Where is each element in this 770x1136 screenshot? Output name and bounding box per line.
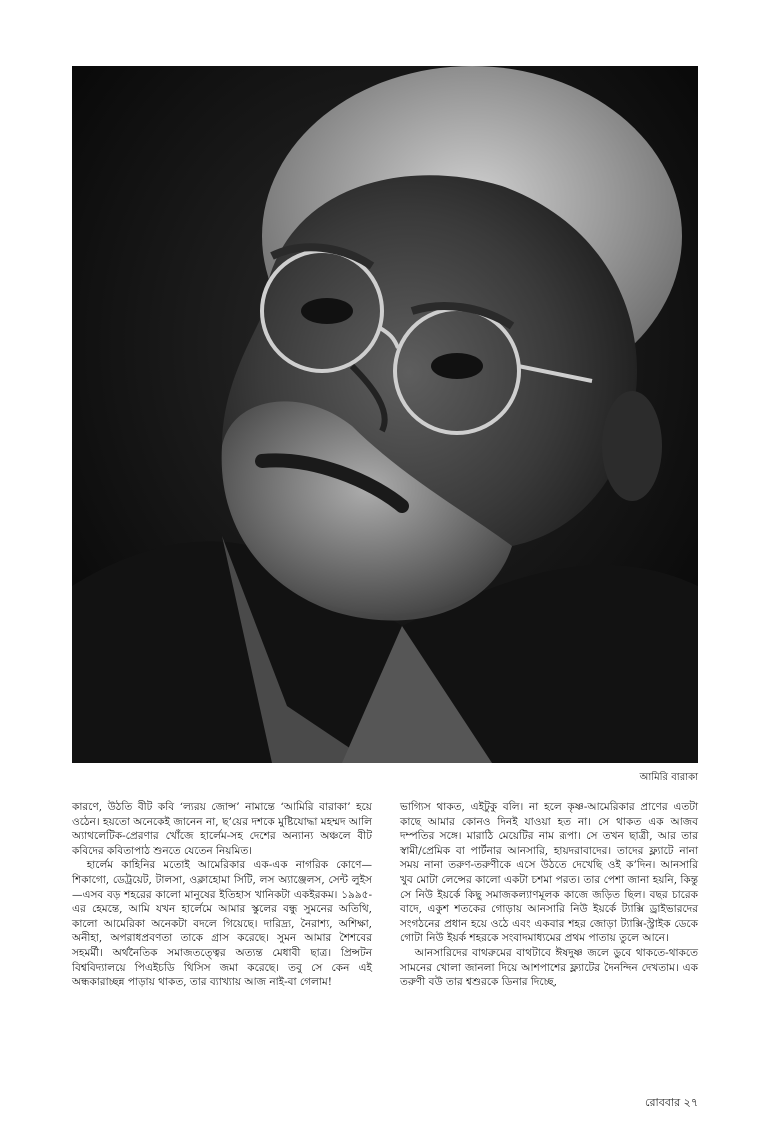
paragraph: আনসারিদের বাথরুমের বাথটাবে ঈষদুষ্ণ জলে ডুবে থাকতে-থাকতে সামনের খোলা জানলা দিয়ে আশপাশের ফ্ল্যাটের দৈনন্দিন দেখতাম। এক তরুণী বউ তার শ্বশুরকে ডিনার দিচ্ছে, xyxy=(400,946,698,989)
portrait-illustration xyxy=(72,66,698,763)
paragraph: কারণে, উঠতি বীট কবি ‘ল্যরয় জোন্স’ নামান্তে ‘আমিরি বারাকা’ হয়ে ওঠেন। হয়তো অনেকেই জানেন না, ছ’য়ের দশকে মুষ্টিযোদ্ধা মহম্মদ আলি অ্যাথলেটিক-প্রেরণার খোঁজে হার্লেম-সহ দেশের অন্যান্য অঞ্চলে বীট কবিদের কবিতাপাঠ শুনতে যেতেন নিয়মিত। xyxy=(72,801,372,857)
paragraph: হার্লেম কাহিনির মতোই আমেরিকার এক-এক নাগরিক কোণে—শিকাগো, ডেট্রয়েট, টালসা, ওক্লাহোমা সিটি, লস অ্যাঞ্জেলস, সেন্ট লুইস—এসব বড় শহরের কালো মানুষের ইতিহাস খানিকটা একইরকম। ১৯৯৫-এর হেমন্তে, আমি যখন হার্লেমে আমার স্কুলের বন্ধু সুমনের অতিথি, কালো আমেরিকা অনেকটা বদলে গিয়েছে। দারিদ্র্য, নৈরাশ্য, অশিক্ষা, অনীহা, অপরাধপ্রবণতা তাকে গ্রাস করেছে। সুমন আমার শৈশবের সহমর্মী। অর্থনৈতিক সমাজতত্ত্বের অত্যন্ত মেধাবী ছাত্র। প্রিন্সটন বিশ্ববিদ্যালয়ে পিএইচডি থিসিস জমা করেছে। তবু সে কেন এই অন্ধকারাচ্ছন্ন পাড়ায় থাকত, তার ব্যাখ্যায় আজ নাই-বা গেলাম! xyxy=(72,859,372,989)
article-column-left xyxy=(72,800,372,990)
article-column-right xyxy=(400,800,698,990)
page-footer: রোববার ২৭ xyxy=(645,1096,698,1109)
photo-caption: আমিরি বারাকা xyxy=(639,772,698,783)
portrait-photo xyxy=(72,66,698,763)
paragraph: ভাগ্যিস থাকত, এইটুকু বলি। না হলে কৃষ্ণ-আমেরিকার প্রাণের এতটা কাছে আমার কোনও দিনই যাওয়া হত না। সে থাকত এক আজব দম্পতির সঙ্গে। মারাঠি মেয়েটির নাম রূপা। সে তখন ছাত্রী, আর তার স্বামী/প্রেমিক বা পার্টনার আনসারি, হায়দরাবাদের। তাদের ফ্ল্যাটে নানা সময় নানা তরুণ-তরুণীকে এসে উঠতে দেখেছি ওই ক’দিন। আনসারি খুব মোটা লেন্সের কালো একটা চশমা পরত। তার পেশা জানা হয়নি, কিন্তু সে নিউ ইয়র্কে কিছু সমাজকল্যাণমূলক কাজে জড়িত ছিল। বছর চারেক বাদে, একুশ শতকের গোড়ায় আনসারি নিউ ইয়র্কে ট্যাক্সি ড্রাইভারদের সংগঠনের প্রধান হয়ে ওঠে এবং একবার শহর জোড়া ট্যাক্সি-স্ট্রাইক ডেকে গোটা নিউ ইয়র্ক শহরকে সংবাদমাধ্যমের প্রথম পাতায় তুলে আনে। xyxy=(400,801,698,945)
